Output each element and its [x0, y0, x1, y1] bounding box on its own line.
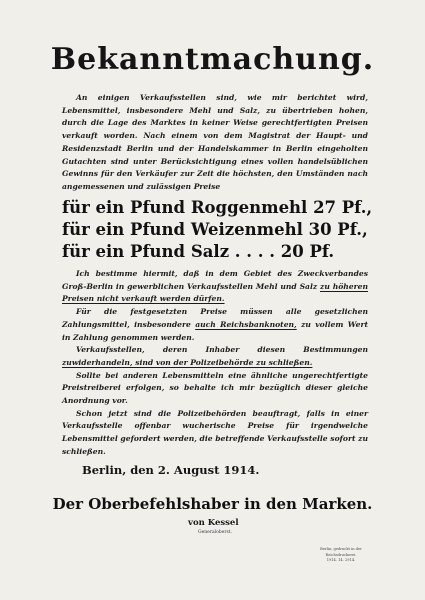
police-paragraph: Schon jetzt sind die Polizeibehörden beauftragt, falls in einer Verkaufsstelle offenbar wucherische Preise für irgendwelche Lebensmittel gefordert werden, die betreffende Verkaufsstelle sofort zu schließen. [62, 408, 368, 456]
price-line-rye: für ein Pfund Roggenmehl 27 Pf., [62, 198, 373, 217]
printer-line-1: Berlin, gedruckt in der Reichsdruckerei. [320, 547, 362, 557]
dateline: Berlin, den 2. August 1914. [82, 463, 260, 477]
price-line-salt: für ein Pfund Salz . . . . 20 Pf. [62, 242, 335, 261]
decree-text: Ich bestimme hiermit, daß in dem Gebiet des Zweckverbandes Groß-Berlin in gewerblichen Verkaufsstellen Mehl und Salz [62, 269, 368, 291]
payment-underlined: auch Reichsbanknoten, [195, 319, 297, 329]
payment-text-a: Für die festgesetzten Preise müssen alle gesetzlichen Zahlungsmittel, insbesondere [62, 307, 368, 329]
payment-paragraph [62, 306, 368, 344]
issuing-authority: Der Oberbefehlshaber in den Marken. [52, 495, 373, 513]
printer-imprint [305, 547, 377, 564]
closure-underlined: zuwiderhandeln, sind von der Polizeibehörde zu schließen. [62, 357, 313, 367]
poster-title: Bekanntmachung. [50, 42, 375, 77]
reservation-paragraph: Sollte bei anderen Lebensmitteln eine ähnliche ungerechtfertigte Preistreiberei erfolgen, so behalte ich mir bezüglich dieser gleiche Anordnung vor. [62, 370, 368, 406]
intro-text: An einigen Verkaufsstellen sind, wie mir berichtet wird, Lebensmittel, insbesondere Mehl und Salz, zu übertrieben hohen, durch die Lage des Marktes in keiner Weise gerechtfertigten Preisen verkauft worden. Nach einem von dem Magistrat der Haupt- und Residenzstadt Berlin und der Handelskammer in Berlin eingeholten Gutachten sind unter Berücksichtigung eines vollen handelsüblichen Gewinns für den Verkäufer zur Zeit die höchsten, den Umständen nach angemessenen und zulässigen Preise [62, 93, 368, 191]
signature-rank: Generaloberst. [198, 530, 233, 535]
closure-paragraph [62, 344, 368, 369]
closure-text: Verkaufsstellen, deren Inhaber diesen Bestimmungen [76, 345, 368, 355]
decree-paragraph [62, 268, 368, 306]
decree-underlined: zu höheren Preisen nicht verkauft werden dürfen. [62, 281, 368, 304]
printer-line-2: 1914. 14. 2914. [326, 558, 356, 562]
payment-text-b: zu vollem Wert in Zahlung genommen werden. [62, 319, 368, 342]
price-line-wheat: für ein Pfund Weizenmehl 30 Pf., [62, 220, 368, 239]
intro-paragraph [62, 92, 368, 194]
regulation-paragraphs [62, 268, 368, 459]
signature-name: von Kessel [188, 518, 239, 528]
